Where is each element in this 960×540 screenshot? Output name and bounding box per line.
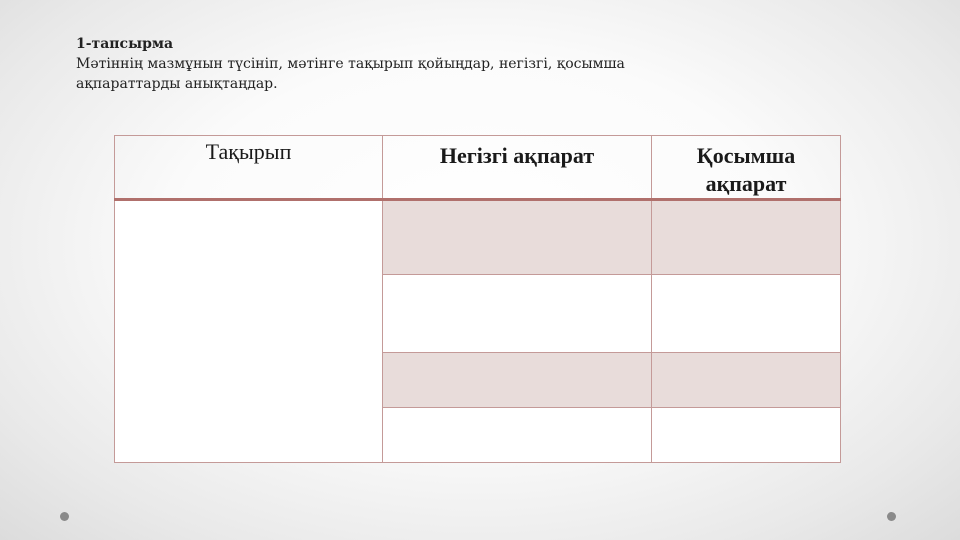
- header-topic: Тақырып: [115, 136, 383, 200]
- main-info-cell-1[interactable]: [383, 200, 652, 275]
- table-row: [115, 200, 841, 275]
- task-title: 1-тапсырма: [76, 36, 174, 52]
- main-info-cell-2[interactable]: [383, 275, 652, 353]
- main-info-cell-4[interactable]: [383, 408, 652, 463]
- additional-info-cell-4[interactable]: [652, 408, 841, 463]
- additional-info-cell-3[interactable]: [652, 353, 841, 408]
- task-instructions: [76, 34, 776, 94]
- topic-cell[interactable]: [115, 200, 383, 463]
- additional-info-cell-2[interactable]: [652, 275, 841, 353]
- decorative-dot-right: [887, 512, 896, 521]
- header-additional-line1: Қосымша: [696, 143, 796, 168]
- worksheet-table: [114, 135, 841, 463]
- header-additional-info: [652, 136, 841, 200]
- decorative-dot-left: [60, 512, 69, 521]
- task-text-line2: ақпараттарды анықтаңдар.: [76, 76, 278, 92]
- table-header-row: [115, 136, 841, 200]
- header-main-info: Негізгі ақпарат: [383, 136, 652, 200]
- main-info-cell-3[interactable]: [383, 353, 652, 408]
- task-text-line1: Мәтіннің мазмұнын түсініп, мәтінге тақырып қойыңдар, негізгі, қосымша: [76, 56, 625, 72]
- additional-info-cell-1[interactable]: [652, 200, 841, 275]
- header-additional-line2: ақпарат: [705, 171, 787, 196]
